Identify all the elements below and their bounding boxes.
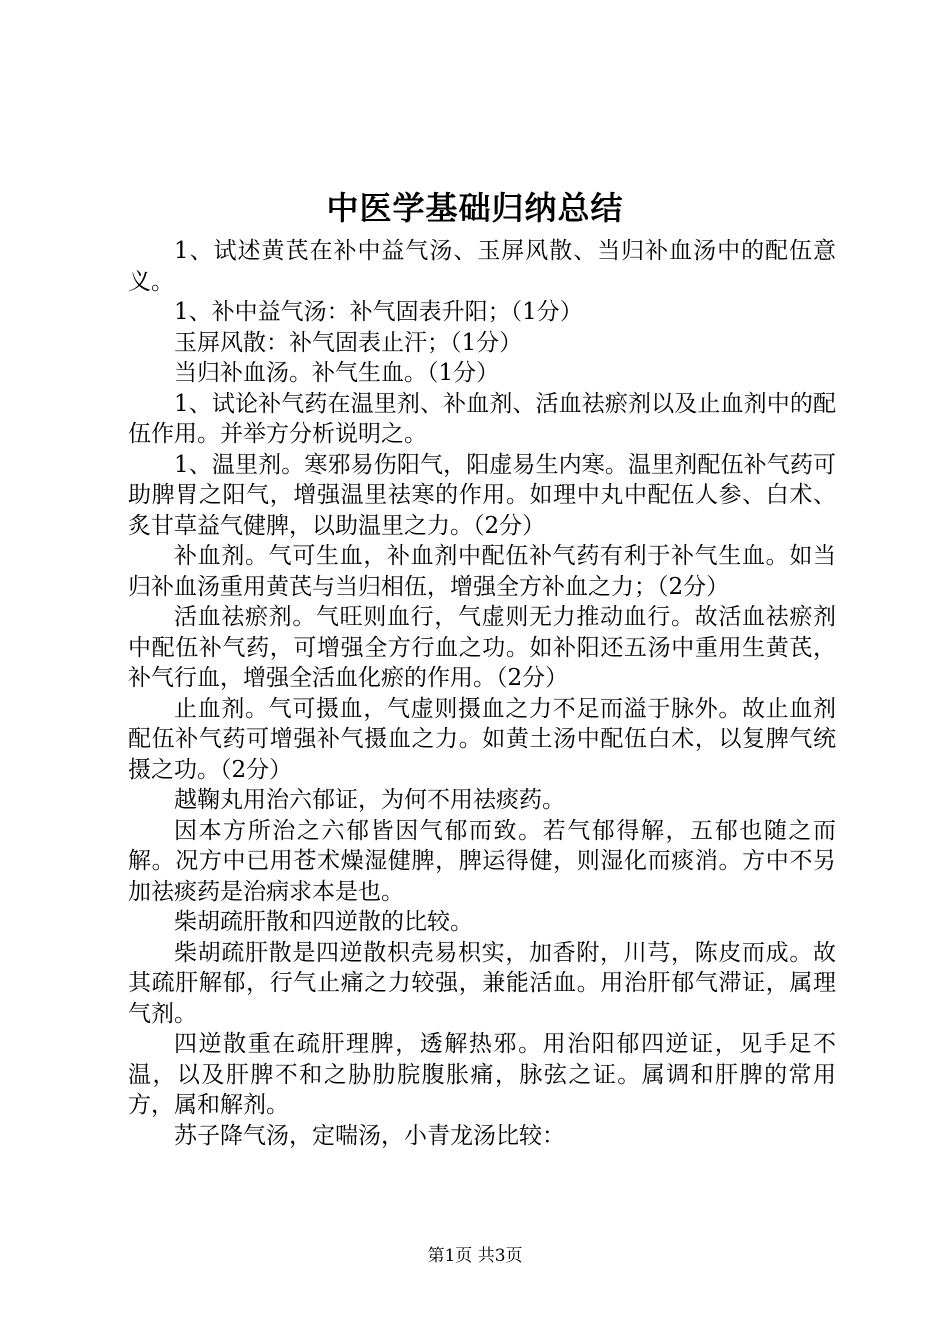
paragraph-wenli: 1、温里剂。寒邪易伤阳气，阳虚易生内寒。温里剂配伍补气药可助脾胃之阳气，增强温里祛寒的作用。如理中丸中配伍人参、白术、炙甘草益气健脾，以助温里之力。（2分）	[128, 451, 836, 539]
paragraph-question-yueju: 越鞠丸用治六郁证，为何不用祛痰药。	[174, 787, 565, 813]
page-footer: 第1页 共3页	[427, 1246, 523, 1266]
document-title: 中医学基础归纳总结	[326, 189, 624, 227]
paragraph-question-2: 1、试论补气药在温里剂、补血剂、活血祛瘀剂以及止血剂中的配伍作用。并举方分析说明之。	[128, 390, 836, 447]
paragraph-answer-buzhong: 1、补中益气汤：补气固表升阳；（1分）	[174, 299, 583, 325]
paragraph-question-chaihu: 柴胡疏肝散和四逆散的比较。	[174, 909, 473, 935]
paragraph-answer-yupingfeng: 玉屏风散：补气固表止汗；（1分）	[174, 329, 523, 356]
paragraph-question-suzi: 苏子降气汤，定喘汤，小青龙汤比较：	[174, 1122, 565, 1149]
paragraph-answer-yueju: 因本方所治之六郁皆因气郁而致。若气郁得解，五郁也随之而解。况方中已用苍术燥湿健脾，脾运得健，则湿化而痰消。方中不另加祛痰药是治病求本是也。	[128, 817, 836, 905]
document-body	[128, 236, 836, 1151]
paragraph-answer-danggui: 当归补血汤。补气生血。（1分）	[174, 360, 500, 386]
paragraph-zhixue: 止血剂。气可摄血，气虚则摄血之力不足而溢于脉外。故止血剂配伍补气药可增强补气摄血之力。如黄土汤中配伍白术，以复脾气统摄之功。（2分）	[128, 695, 836, 783]
paragraph-question-1: 1、试述黄芪在补中益气汤、玉屏风散、当归补血汤中的配伍意义。	[128, 238, 836, 295]
paragraph-chaihu: 柴胡疏肝散是四逆散枳壳易枳实，加香附，川芎，陈皮而成。故其疏肝解郁，行气止痛之力较强，兼能活血。用治肝郁气滞证，属理气剂。	[128, 939, 836, 1027]
paragraph-buxue: 补血剂。气可生血，补血剂中配伍补气药有利于补气生血。如当归补血汤重用黄芪与当归相伍，增强全方补血之力；（2分）	[128, 543, 836, 600]
paragraph-huoxue: 活血祛瘀剂。气旺则血行，气虚则无力推动血行。故活血祛瘀剂中配伍补气药，可增强全方行血之功。如补阳还五汤中重用生黄芪，补气行血，增强全活血化瘀的作用。（2分）	[128, 604, 836, 691]
paragraph-sini: 四逆散重在疏肝理脾，透解热邪。用治阳郁四逆证，见手足不温，以及肝脾不和之胁肋脘腹胀痛，脉弦之证。属调和肝脾的常用方，属和解剂。	[128, 1031, 836, 1118]
